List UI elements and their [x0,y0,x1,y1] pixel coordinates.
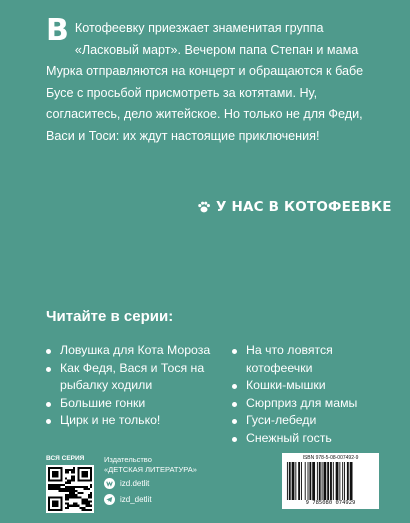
isbn-number: ISBN 978-5-08-007492-9 [302,455,359,461]
book-list-right [232,342,392,447]
telegram-handle: izd_detlit [120,495,152,504]
book-title: На что ловятся котофеечки [232,342,392,377]
blurb-text: Котофеевку приезжает знаменитая группа «Ласковый март». Вечером папа Степан и мама Мурка отправляются на концерт и обращаются к бабе Бусе с просьбой присмотреть за котятами. Ну, согласитесь, дело житейское. Но только не для Феди, Васи и Тоси: их ждут настоящие приключения! [46,21,364,143]
vk-icon [104,478,115,489]
telegram-icon [104,494,115,505]
book-title: Цирк и не только! [46,412,226,430]
book-title: Кошки-мышки [232,377,392,395]
series-title: У НАС В КОТОФЕЕВКЕ [216,199,392,215]
telegram-link [104,494,152,505]
vk-link [104,478,149,489]
series-logo [197,199,392,215]
book-list-left [46,342,226,430]
publisher-name: «ДЕТСКАЯ ЛИТЕРАТУРА» [104,465,197,474]
barcode-digits: 9 785080 074929 [305,500,356,506]
book-title: Ловушка для Кота Мороза [46,342,226,360]
qr-code [46,465,94,513]
isbn-barcode [282,453,379,509]
drop-cap: В [46,13,69,48]
vk-handle: izd.detlit [120,479,150,488]
book-title: Снежный гость [232,430,392,448]
qr-block [46,455,94,513]
qr-label: ВСЯ СЕРИЯ [46,455,85,462]
book-title: Гуси-лебеди [232,412,392,430]
book-title: Как Федя, Вася и Тося на рыбалку ходили [46,360,226,395]
publisher [104,455,197,475]
barcode [286,462,375,500]
series-heading: Читайте в серии: [46,308,174,325]
book-title: Большие гонки [46,395,226,413]
book-title: Сюрприз для мамы [232,395,392,413]
book-blurb [46,13,386,147]
paw-icon [197,200,211,214]
publisher-label: Издательство [104,455,152,464]
